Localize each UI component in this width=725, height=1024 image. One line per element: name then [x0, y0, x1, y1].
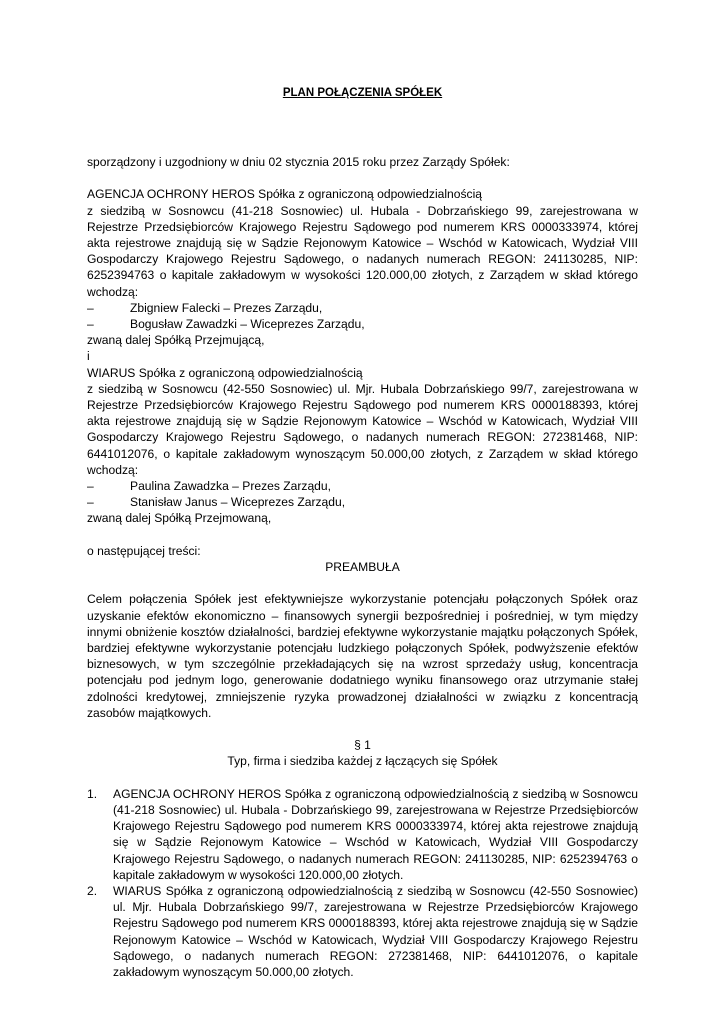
section-number: § 1	[354, 738, 371, 753]
party1-board-member	[87, 300, 638, 316]
item-number: 1.	[87, 786, 98, 801]
board-member-text: Bogusław Zawadzki – Wiceprezes Zarządu,	[130, 317, 365, 332]
dash-bullet: –	[87, 479, 94, 494]
party1-board-member	[87, 316, 638, 332]
board-member-text: Paulina Zawadzka – Prezes Zarządu,	[130, 479, 331, 494]
dash-bullet: –	[87, 300, 94, 315]
party2-board-member	[87, 494, 638, 510]
party1-name: AGENCJA OCHRONY HEROS Spółka z ograniczoną odpowiedzialnością	[87, 187, 483, 202]
party2-name: WIARUS Spółka z ograniczoną odpowiedzialnością	[87, 365, 363, 380]
item-number: 2.	[87, 884, 98, 899]
board-member-text: Zbigniew Falecki – Prezes Zarządu,	[130, 300, 323, 315]
numbered-item	[87, 883, 638, 980]
numbered-item	[87, 786, 638, 883]
document-body	[87, 154, 638, 980]
item-text: WIARUS Spółka z ograniczoną odpowiedzialnością z siedzibą w Sosnowcu (42-550 Sosnowiec) ul. Mjr. Hubala Dobrzańskiego 99/7, zarejestrowana w Rejestrze Przedsiębiorców Krajowego Rejestru Sądowego pod numerem KRS 0000188393, której akta rejestrowe znajdują się w Sądzie Rejonowym Katowice – Wschód w Katowicach, Wydział VIII Gospodarczy Krajowego Rejestru Sądowego, o nadanych numerach REGON: 272381468, NIP: 6441012076, o kapitale zakładowym wynoszącym 50.000,00 złotych.	[113, 884, 638, 980]
intro-line: sporządzony i uzgodniony w dniu 02 stycznia 2015 roku przez Zarządy Spółek:	[87, 155, 510, 169]
item-text: AGENCJA OCHRONY HEROS Spółka z ograniczoną odpowiedzialnością z siedzibą w Sosnowcu (41-218 Sosnowiec) ul. Hubala - Dobrzańskiego 99, zarejestrowana w Rejestrze Przedsiębiorców Krajowego Rejestru Sądowego pod numerem KRS 0000333974, której akta rejestrowe znajdują się w Sądzie Rejonowym Katowice – Wschód w Katowicach, Wydział VIII Gospodarczy Krajowego Rejestru Sądowego, o nadanych numerach REGON: 241130285, NIP: 6252394763 o kapitale zakładowym w wysokości 120.000,00 złotych.	[113, 786, 638, 882]
party2-board-member	[87, 478, 638, 494]
party1-role: zwaną dalej Spółką Przejmującą,	[87, 333, 265, 348]
party1-description: z siedzibą w Sosnowcu (41-218 Sosnowiec) ul. Hubala - Dobrzańskiego 99, zarejestrowana w Rejestrze Przedsiębiorców Krajowego Rejestru Sądowego pod numerem KRS 0000333974, której akta rejestrowe znajdują się w Sądzie Rejonowym Katowice – Wschód w Katowicach, Wydział VIII Gospodarczy Krajowego Rejestru Sądowego, o nadanych numerach REGON: 241130285, NIP: 6252394763 o kapitale zakładowym w wysokości 120.000,00 złotych, z Zarządem w skład którego wchodzą:	[87, 203, 638, 299]
following-line: o następującej treści:	[87, 543, 201, 558]
dash-bullet: –	[87, 495, 94, 510]
party2-role: zwaną dalej Spółką Przejmowaną,	[87, 511, 272, 526]
document-title: PLAN POŁĄCZENIA SPÓŁEK	[282, 87, 443, 99]
conjunction: i	[87, 349, 90, 364]
board-member-text: Stanisław Janus – Wiceprezes Zarządu,	[130, 495, 346, 510]
preamble-heading: PREAMBUŁA	[325, 560, 400, 575]
section-title: Typ, firma i siedziba każdej z łączących się Spółek	[227, 754, 498, 769]
dash-bullet: –	[87, 317, 94, 332]
party2-description: z siedzibą w Sosnowcu (42-550 Sosnowiec) ul. Mjr. Hubala Dobrzańskiego 99/7, zarejestrowana w Rejestrze Przedsiębiorców Krajowego Rejestru Sądowego pod numerem KRS 0000188393, której akta rejestrowe znajdują się w Sądzie Rejonowym Katowice – Wschód w Katowicach, Wydział VIII Gospodarczy Krajowego Rejestru Sądowego, o nadanych numerach REGON: 272381468, NIP: 6441012076, o kapitale zakładowym wynoszącym 50.000,00 złotych, z Zarządem w skład którego wchodzą:	[87, 381, 638, 477]
preamble-text: Celem połączenia Spółek jest efektywniejsze wykorzystanie potencjału połączonych Spółek oraz uzyskanie efektów ekonomiczno – finansowych synergii bezpośredniej i pośredniej, w tym między innymi obniżenie kosztów działalności, bardziej efektywne wykorzystanie majątku połączonych Spółek, bardziej efektywne wykorzystanie potencjału ludzkiego połączonych Spółek, podwyższenie efektów biznesowych, w tym szczególnie przekładających się na wzrost sprzedaży usług, koncentracja potencjału pod jednym logo, generowanie dodatniego wyniku finansowego oraz utrzymanie stałej zdolności kredytowej, zmniejszenie ryzyka prowadzonej działalności w związku z koncentracją zasobów majątkowych.	[87, 592, 638, 720]
